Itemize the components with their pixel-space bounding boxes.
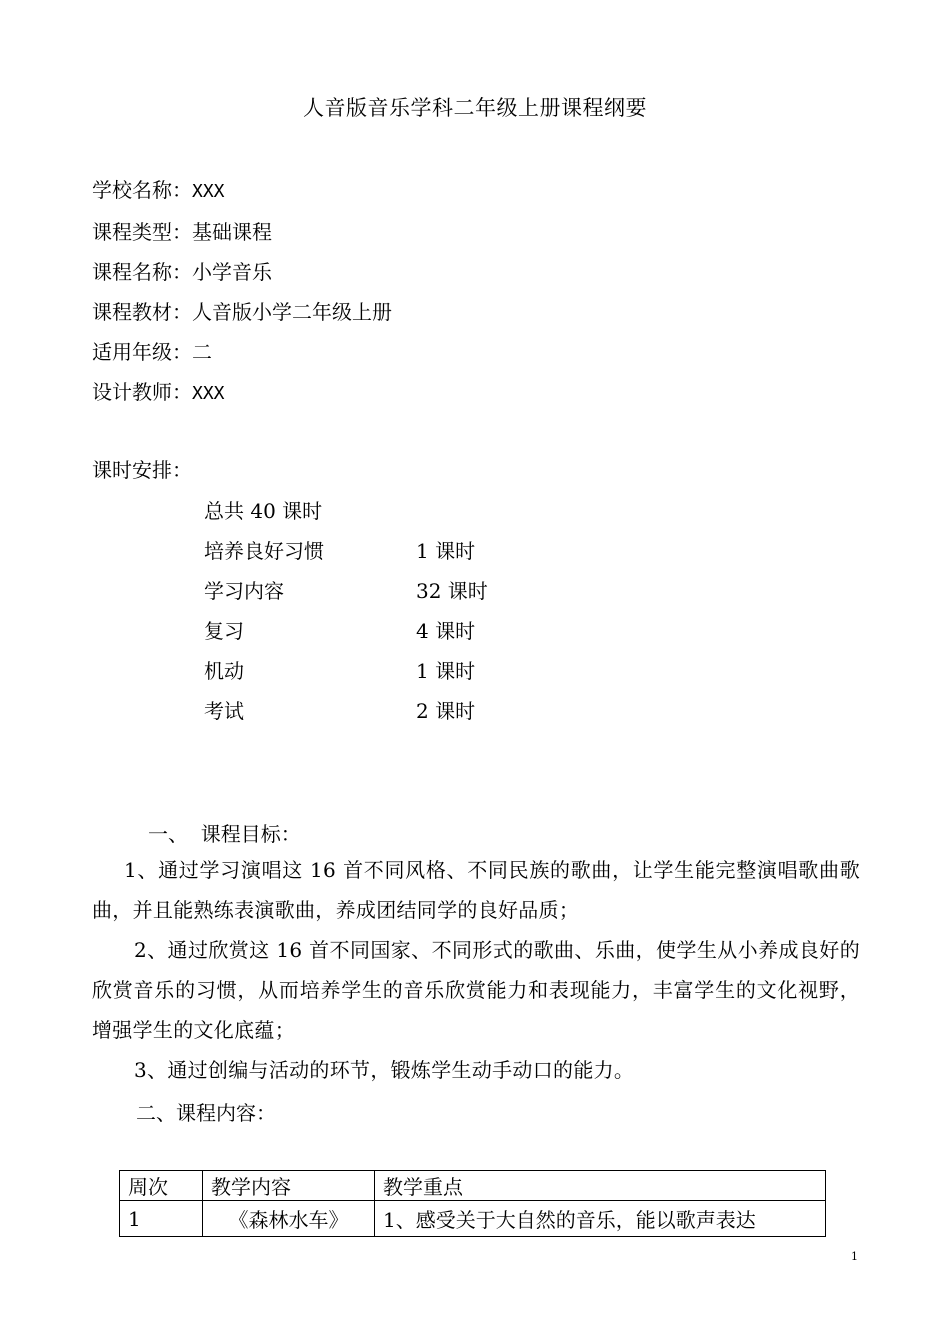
schedule-row: 培养良好习惯 1 课时 <box>204 539 476 563</box>
objective-paragraph-3: 3、通过创编与活动的环节，锻炼学生动手动口的能力。 <box>134 1058 635 1082</box>
objective-paragraph-1: 1、通过学习演唱这 16 首不同风格、不同民族的歌曲，让学生能完整演唱歌曲歌曲，并且能熟练表演歌曲，养成团结同学的良好品质； <box>92 858 860 922</box>
schedule-row: 复习 4 课时 <box>204 619 476 643</box>
info-school: 学校名称：XXX <box>92 178 225 202</box>
info-course-type: 课程类型：基础课程 <box>92 220 272 244</box>
table-header-cell: 教学重点 <box>375 1171 826 1201</box>
table-cell: 1 <box>120 1201 203 1237</box>
table-cell: 1、感受关于大自然的音乐，能以歌声表达 <box>375 1201 826 1237</box>
info-course-name: 课程名称：小学音乐 <box>92 260 272 284</box>
schedule-total: 总共 40 课时 <box>204 499 323 523</box>
schedule-row: 学习内容 32 课时 <box>204 579 488 603</box>
table-header-row <box>120 1171 826 1201</box>
schedule-row: 机动 1 课时 <box>204 659 476 683</box>
objective-paragraph-2: 2、通过欣赏这 16 首不同国家、不同形式的歌曲、乐曲，使学生从小养成良好的欣赏音乐的习惯，从而培养学生的音乐欣赏能力和表现能力，丰富学生的文化视野，增强学生的文化底蕴； <box>92 938 860 1042</box>
schedule-row: 考试 2 课时 <box>204 699 476 723</box>
table-cell: 《森林水车》 <box>203 1201 375 1237</box>
section-2-heading: 二、课程内容： <box>136 1101 276 1125</box>
info-grade: 适用年级：二 <box>92 340 212 364</box>
schedule-heading: 课时安排： <box>92 458 192 482</box>
course-content-table <box>119 1170 826 1237</box>
document-title: 人音版音乐学科二年级上册课程纲要 <box>303 96 647 120</box>
table-header-cell: 教学内容 <box>203 1171 375 1201</box>
schedule-list <box>204 491 604 731</box>
table-header-cell: 周次 <box>120 1171 203 1201</box>
page-number: 1 <box>851 1250 858 1263</box>
info-teacher: 设计教师：XXX <box>92 380 225 404</box>
table-row <box>120 1201 826 1237</box>
course-info <box>92 170 392 414</box>
info-textbook: 课程教材：人音版小学二年级上册 <box>92 300 392 324</box>
section-1-heading: 一、 课程目标： <box>148 822 301 846</box>
